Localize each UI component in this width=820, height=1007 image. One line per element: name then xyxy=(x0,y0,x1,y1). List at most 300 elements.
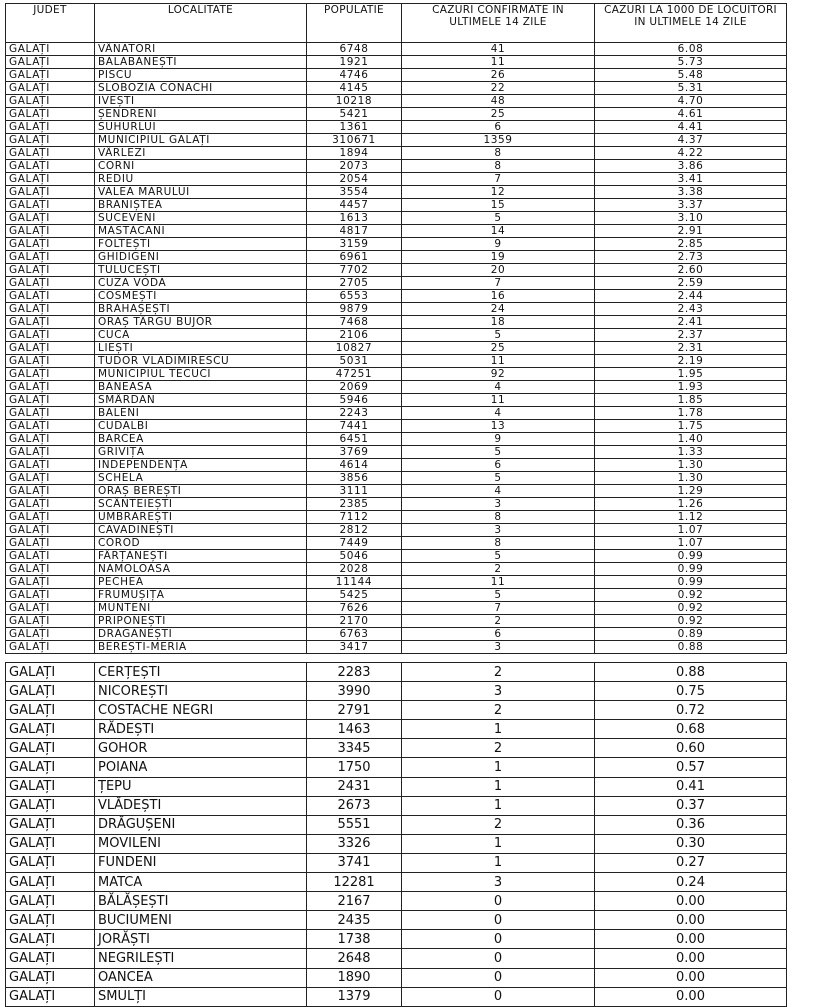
cell-cazuri: 48 xyxy=(402,95,595,108)
cell-populatie: 4145 xyxy=(307,82,402,95)
table-row xyxy=(6,663,787,682)
table-row xyxy=(6,43,787,56)
cell-judet: GALAȚI xyxy=(6,834,95,853)
cell-cazuri: 19 xyxy=(402,251,595,264)
cell-populatie: 2243 xyxy=(307,407,402,420)
table-row xyxy=(6,758,787,777)
cell-localitate: ȘENDRENI xyxy=(95,108,307,121)
table-row xyxy=(6,225,787,238)
cell-populatie: 10218 xyxy=(307,95,402,108)
table-row xyxy=(6,303,787,316)
cell-judet: GALAȚI xyxy=(6,446,95,459)
cell-localitate: DRĂGUȘENI xyxy=(95,815,307,834)
table-row xyxy=(6,368,787,381)
header-cazuri-la-1000: CAZURI LA 1000 DE LOCUITORI IN ULTIMELE 14 ZILE xyxy=(595,4,787,43)
cell-populatie: 6961 xyxy=(307,251,402,264)
cell-rata: 2.59 xyxy=(595,277,787,290)
cell-cazuri: 1 xyxy=(402,720,595,739)
cell-rata: 0.99 xyxy=(595,563,787,576)
cell-localitate: BĂNEASA xyxy=(95,381,307,394)
table-row xyxy=(6,134,787,147)
cell-judet: GALAȚI xyxy=(6,892,95,911)
cell-localitate: FUNDENI xyxy=(95,853,307,872)
cell-rata: 2.85 xyxy=(595,238,787,251)
cell-rata: 5.73 xyxy=(595,56,787,69)
cell-cazuri: 6 xyxy=(402,459,595,472)
cell-rata: 0.30 xyxy=(595,834,787,853)
cell-rata: 0.37 xyxy=(595,796,787,815)
cell-judet: GALAȚI xyxy=(6,641,95,654)
cell-cazuri: 11 xyxy=(402,355,595,368)
cell-localitate: BARCEA xyxy=(95,433,307,446)
cell-rata: 1.26 xyxy=(595,498,787,511)
cell-localitate: UMBRĂREȘTI xyxy=(95,511,307,524)
cell-judet: GALAȚI xyxy=(6,186,95,199)
cell-localitate: BĂLĂȘEȘTI xyxy=(95,892,307,911)
cell-localitate: VÂRLEZI xyxy=(95,147,307,160)
cell-judet: GALAȚI xyxy=(6,701,95,720)
cell-cazuri: 41 xyxy=(402,43,595,56)
table-row xyxy=(6,238,787,251)
table-row xyxy=(6,56,787,69)
table-row xyxy=(6,420,787,433)
cell-judet: GALAȚI xyxy=(6,147,95,160)
cell-populatie: 3345 xyxy=(307,739,402,758)
cell-cazuri: 12 xyxy=(402,186,595,199)
cell-localitate: MUNICIPIUL GALAȚI xyxy=(95,134,307,147)
cell-cazuri: 1 xyxy=(402,834,595,853)
table-row xyxy=(6,930,787,949)
cell-populatie: 5046 xyxy=(307,550,402,563)
cell-rata: 0.24 xyxy=(595,873,787,892)
table-row xyxy=(6,682,787,701)
table-row xyxy=(6,834,787,853)
cell-localitate: MĂSTĂCANI xyxy=(95,225,307,238)
cell-rata: 5.31 xyxy=(595,82,787,95)
cell-localitate: OANCEA xyxy=(95,968,307,987)
table-row xyxy=(6,602,787,615)
cell-judet: GALAȚI xyxy=(6,381,95,394)
cell-populatie: 1894 xyxy=(307,147,402,160)
cell-judet: GALAȚI xyxy=(6,602,95,615)
cell-populatie: 6763 xyxy=(307,628,402,641)
cell-rata: 0.00 xyxy=(595,968,787,987)
table-row xyxy=(6,446,787,459)
cell-cazuri: 2 xyxy=(402,815,595,834)
cell-localitate: ORAȘ TÂRGU BUJOR xyxy=(95,316,307,329)
table-row xyxy=(6,641,787,654)
cell-cazuri: 5 xyxy=(402,550,595,563)
cell-localitate: CUCA xyxy=(95,329,307,342)
cell-rata: 1.29 xyxy=(595,485,787,498)
cell-rata: 1.40 xyxy=(595,433,787,446)
table-row xyxy=(6,251,787,264)
cell-populatie: 9879 xyxy=(307,303,402,316)
cell-populatie: 12281 xyxy=(307,873,402,892)
cell-cazuri: 13 xyxy=(402,420,595,433)
table-row xyxy=(6,815,787,834)
cell-cazuri: 15 xyxy=(402,199,595,212)
cell-rata: 2.91 xyxy=(595,225,787,238)
cell-localitate: MUNICIPIUL TECUCI xyxy=(95,368,307,381)
cell-judet: GALAȚI xyxy=(6,720,95,739)
cell-populatie: 3417 xyxy=(307,641,402,654)
cell-rata: 3.37 xyxy=(595,199,787,212)
cell-cazuri: 2 xyxy=(402,615,595,628)
cell-judet: GALAȚI xyxy=(6,342,95,355)
cell-judet: GALAȚI xyxy=(6,615,95,628)
cell-localitate: VALEA MĂRULUI xyxy=(95,186,307,199)
cell-rata: 0.00 xyxy=(595,911,787,930)
cell-judet: GALAȚI xyxy=(6,930,95,949)
table-row xyxy=(6,342,787,355)
table-row xyxy=(6,212,787,225)
table-row xyxy=(6,316,787,329)
cell-cazuri: 1 xyxy=(402,796,595,815)
cell-localitate: CUDALBI xyxy=(95,420,307,433)
cell-judet: GALAȚI xyxy=(6,134,95,147)
cell-localitate: PISCU xyxy=(95,69,307,82)
cell-cazuri: 5 xyxy=(402,589,595,602)
cell-populatie: 2435 xyxy=(307,911,402,930)
cell-localitate: BUCIUMENI xyxy=(95,911,307,930)
cell-rata: 0.36 xyxy=(595,815,787,834)
cell-rata: 2.37 xyxy=(595,329,787,342)
cell-populatie: 5421 xyxy=(307,108,402,121)
cell-cazuri: 6 xyxy=(402,628,595,641)
cell-populatie: 7626 xyxy=(307,602,402,615)
cell-rata: 5.48 xyxy=(595,69,787,82)
table-row xyxy=(6,95,787,108)
cell-localitate: NICOREȘTI xyxy=(95,682,307,701)
cell-rata: 0.99 xyxy=(595,576,787,589)
cell-cazuri: 7 xyxy=(402,173,595,186)
cell-localitate: SCÂNTEIEȘTI xyxy=(95,498,307,511)
cell-judet: GALAȚI xyxy=(6,911,95,930)
table-row xyxy=(6,777,787,796)
table-row xyxy=(6,277,787,290)
cell-rata: 2.44 xyxy=(595,290,787,303)
cell-rata: 0.68 xyxy=(595,720,787,739)
table-row xyxy=(6,853,787,872)
header-populatie: POPULATIE xyxy=(307,4,402,43)
cell-rata: 1.75 xyxy=(595,420,787,433)
cell-cazuri: 0 xyxy=(402,987,595,1006)
cell-localitate: TULUCEȘTI xyxy=(95,264,307,277)
cell-cazuri: 0 xyxy=(402,968,595,987)
cell-cazuri: 26 xyxy=(402,69,595,82)
table-row xyxy=(6,290,787,303)
cell-cazuri: 11 xyxy=(402,576,595,589)
cell-populatie: 1921 xyxy=(307,56,402,69)
table-row xyxy=(6,589,787,602)
cell-cazuri: 3 xyxy=(402,524,595,537)
cell-cazuri: 22 xyxy=(402,82,595,95)
cell-localitate: DRĂGĂNEȘTI xyxy=(95,628,307,641)
cell-localitate: CAVADINEȘTI xyxy=(95,524,307,537)
cell-rata: 2.60 xyxy=(595,264,787,277)
cell-cazuri: 5 xyxy=(402,212,595,225)
cell-cazuri: 7 xyxy=(402,277,595,290)
cell-cazuri: 9 xyxy=(402,238,595,251)
cell-populatie: 4817 xyxy=(307,225,402,238)
cell-judet: GALAȚI xyxy=(6,212,95,225)
cell-populatie: 2791 xyxy=(307,701,402,720)
table-row xyxy=(6,511,787,524)
cell-rata: 0.41 xyxy=(595,777,787,796)
cell-judet: GALAȚI xyxy=(6,777,95,796)
cell-judet: GALAȚI xyxy=(6,498,95,511)
table-row xyxy=(6,485,787,498)
cell-rata: 1.85 xyxy=(595,394,787,407)
cell-cazuri: 6 xyxy=(402,121,595,134)
cell-localitate: SMÂRDAN xyxy=(95,394,307,407)
table-row xyxy=(6,433,787,446)
cell-populatie: 2385 xyxy=(307,498,402,511)
cell-localitate: MATCA xyxy=(95,873,307,892)
cell-rata: 1.33 xyxy=(595,446,787,459)
cell-judet: GALAȚI xyxy=(6,277,95,290)
cell-judet: GALAȚI xyxy=(6,987,95,1006)
cell-populatie: 1361 xyxy=(307,121,402,134)
table-row xyxy=(6,186,787,199)
cell-rata: 2.73 xyxy=(595,251,787,264)
cell-localitate: REDIU xyxy=(95,173,307,186)
table-row xyxy=(6,796,787,815)
table-row xyxy=(6,720,787,739)
cell-cazuri: 0 xyxy=(402,892,595,911)
table-row xyxy=(6,264,787,277)
cell-cazuri: 4 xyxy=(402,381,595,394)
cell-rata: 3.86 xyxy=(595,160,787,173)
cell-rata: 2.43 xyxy=(595,303,787,316)
cell-cazuri: 14 xyxy=(402,225,595,238)
cell-judet: GALAȚI xyxy=(6,758,95,777)
cell-rata: 0.92 xyxy=(595,589,787,602)
cell-localitate: VLĂDEȘTI xyxy=(95,796,307,815)
table-row xyxy=(6,615,787,628)
cell-populatie: 310671 xyxy=(307,134,402,147)
table-row xyxy=(6,355,787,368)
cell-localitate: COSTACHE NEGRI xyxy=(95,701,307,720)
cell-localitate: IVEȘTI xyxy=(95,95,307,108)
cell-populatie: 6748 xyxy=(307,43,402,56)
cell-populatie: 5031 xyxy=(307,355,402,368)
cell-judet: GALAȚI xyxy=(6,485,95,498)
table-row xyxy=(6,69,787,82)
cell-judet: GALAȚI xyxy=(6,108,95,121)
cell-rata: 0.99 xyxy=(595,550,787,563)
cell-cazuri: 4 xyxy=(402,485,595,498)
cell-cazuri: 3 xyxy=(402,498,595,511)
cell-populatie: 3326 xyxy=(307,834,402,853)
cell-populatie: 2812 xyxy=(307,524,402,537)
cell-populatie: 3554 xyxy=(307,186,402,199)
cell-localitate: BRANIȘTEA xyxy=(95,199,307,212)
cell-localitate: BRĂHĂȘEȘTI xyxy=(95,303,307,316)
cell-judet: GALAȚI xyxy=(6,303,95,316)
cell-rata: 0.88 xyxy=(595,641,787,654)
table-row xyxy=(6,563,787,576)
table-row xyxy=(6,949,787,968)
cell-populatie: 3111 xyxy=(307,485,402,498)
cell-populatie: 11144 xyxy=(307,576,402,589)
table-row xyxy=(6,394,787,407)
cell-localitate: INDEPENDENȚA xyxy=(95,459,307,472)
cell-rata: 0.00 xyxy=(595,987,787,1006)
cell-cazuri: 25 xyxy=(402,108,595,121)
table-row xyxy=(6,108,787,121)
cell-rata: 0.00 xyxy=(595,930,787,949)
cell-judet: GALAȚI xyxy=(6,796,95,815)
cell-judet: GALAȚI xyxy=(6,853,95,872)
cell-populatie: 7441 xyxy=(307,420,402,433)
cell-populatie: 2673 xyxy=(307,796,402,815)
cell-judet: GALAȚI xyxy=(6,368,95,381)
cell-localitate: SUCEVENI xyxy=(95,212,307,225)
cell-populatie: 2028 xyxy=(307,563,402,576)
cell-localitate: FÂRȚĂNEȘTI xyxy=(95,550,307,563)
cell-cazuri: 20 xyxy=(402,264,595,277)
cell-judet: GALAȚI xyxy=(6,160,95,173)
cell-populatie: 1750 xyxy=(307,758,402,777)
cell-cazuri: 25 xyxy=(402,342,595,355)
table-row xyxy=(6,537,787,550)
table-row xyxy=(6,968,787,987)
table-body-2 xyxy=(6,663,787,1007)
cell-judet: GALAȚI xyxy=(6,576,95,589)
cell-judet: GALAȚI xyxy=(6,355,95,368)
cell-cazuri: 1 xyxy=(402,853,595,872)
cell-rata: 1.78 xyxy=(595,407,787,420)
cell-localitate: BĂLENI xyxy=(95,407,307,420)
cell-cazuri: 9 xyxy=(402,433,595,446)
table-row xyxy=(6,576,787,589)
cell-populatie: 1890 xyxy=(307,968,402,987)
table-row xyxy=(6,381,787,394)
cell-rata: 2.19 xyxy=(595,355,787,368)
cell-populatie: 5551 xyxy=(307,815,402,834)
cell-localitate: POIANA xyxy=(95,758,307,777)
table-row xyxy=(6,873,787,892)
cell-populatie: 5425 xyxy=(307,589,402,602)
cell-populatie: 2073 xyxy=(307,160,402,173)
cell-localitate: NEGRILEȘTI xyxy=(95,949,307,968)
cell-populatie: 7449 xyxy=(307,537,402,550)
cell-localitate: CORNI xyxy=(95,160,307,173)
cell-populatie: 2705 xyxy=(307,277,402,290)
cell-cazuri: 3 xyxy=(402,873,595,892)
cell-localitate: SMULȚI xyxy=(95,987,307,1006)
cell-rata: 0.00 xyxy=(595,949,787,968)
cell-judet: GALAȚI xyxy=(6,82,95,95)
cell-cazuri: 24 xyxy=(402,303,595,316)
cell-rata: 0.88 xyxy=(595,663,787,682)
table-row xyxy=(6,987,787,1006)
table-header-row xyxy=(6,4,787,43)
cell-cazuri: 3 xyxy=(402,641,595,654)
cell-cazuri: 0 xyxy=(402,911,595,930)
cell-localitate: RĂDEȘTI xyxy=(95,720,307,739)
cell-populatie: 2283 xyxy=(307,663,402,682)
table-row xyxy=(6,82,787,95)
cell-populatie: 4457 xyxy=(307,199,402,212)
cell-judet: GALAȚI xyxy=(6,420,95,433)
cell-populatie: 7468 xyxy=(307,316,402,329)
cell-judet: GALAȚI xyxy=(6,663,95,682)
cell-localitate: SCHELA xyxy=(95,472,307,485)
header-localitate: LOCALITATE xyxy=(95,4,307,43)
cell-populatie: 3990 xyxy=(307,682,402,701)
cell-populatie: 3159 xyxy=(307,238,402,251)
cell-localitate: LIEȘTI xyxy=(95,342,307,355)
cell-judet: GALAȚI xyxy=(6,537,95,550)
cell-populatie: 7702 xyxy=(307,264,402,277)
cell-localitate: NĂMOLOASA xyxy=(95,563,307,576)
cell-judet: GALAȚI xyxy=(6,739,95,758)
cell-rata: 0.60 xyxy=(595,739,787,758)
table-row xyxy=(6,459,787,472)
cell-judet: GALAȚI xyxy=(6,238,95,251)
table-row xyxy=(6,911,787,930)
cell-judet: GALAȚI xyxy=(6,225,95,238)
cell-populatie: 1463 xyxy=(307,720,402,739)
cell-populatie: 1379 xyxy=(307,987,402,1006)
cell-populatie: 2069 xyxy=(307,381,402,394)
cell-rata: 1.93 xyxy=(595,381,787,394)
cell-rata: 0.72 xyxy=(595,701,787,720)
cell-localitate: FOLTEȘTI xyxy=(95,238,307,251)
cell-judet: GALAȚI xyxy=(6,682,95,701)
cell-rata: 0.92 xyxy=(595,615,787,628)
table-row xyxy=(6,550,787,563)
cell-judet: GALAȚI xyxy=(6,121,95,134)
cell-judet: GALAȚI xyxy=(6,511,95,524)
cell-cazuri: 0 xyxy=(402,949,595,968)
table-row xyxy=(6,199,787,212)
cell-rata: 0.57 xyxy=(595,758,787,777)
table-row xyxy=(6,147,787,160)
cell-judet: GALAȚI xyxy=(6,628,95,641)
cell-rata: 3.38 xyxy=(595,186,787,199)
cell-rata: 0.75 xyxy=(595,682,787,701)
cell-rata: 4.37 xyxy=(595,134,787,147)
cell-cazuri: 7 xyxy=(402,602,595,615)
cell-cazuri: 1 xyxy=(402,777,595,796)
cell-cazuri: 5 xyxy=(402,446,595,459)
cell-cazuri: 8 xyxy=(402,160,595,173)
covid-table-part-1 xyxy=(5,3,787,654)
cell-populatie: 5946 xyxy=(307,394,402,407)
cell-populatie: 1613 xyxy=(307,212,402,225)
cell-localitate: ORAȘ BEREȘTI xyxy=(95,485,307,498)
cell-localitate: MOVILENI xyxy=(95,834,307,853)
cell-localitate: ȚEPU xyxy=(95,777,307,796)
cell-localitate: JORĂȘTI xyxy=(95,930,307,949)
table-row xyxy=(6,892,787,911)
cell-cazuri: 2 xyxy=(402,663,595,682)
cell-judet: GALAȚI xyxy=(6,69,95,82)
cell-populatie: 47251 xyxy=(307,368,402,381)
cell-judet: GALAȚI xyxy=(6,873,95,892)
cell-rata: 1.12 xyxy=(595,511,787,524)
cell-localitate: PECHEA xyxy=(95,576,307,589)
cell-rata: 0.27 xyxy=(595,853,787,872)
cell-localitate: SLOBOZIA CONACHI xyxy=(95,82,307,95)
header-cazuri-confirmate: CAZURI CONFIRMATE IN ULTIMELE 14 ZILE xyxy=(402,4,595,43)
cell-localitate: FRUMUȘIȚA xyxy=(95,589,307,602)
cell-localitate: BEREȘTI-MERIA xyxy=(95,641,307,654)
